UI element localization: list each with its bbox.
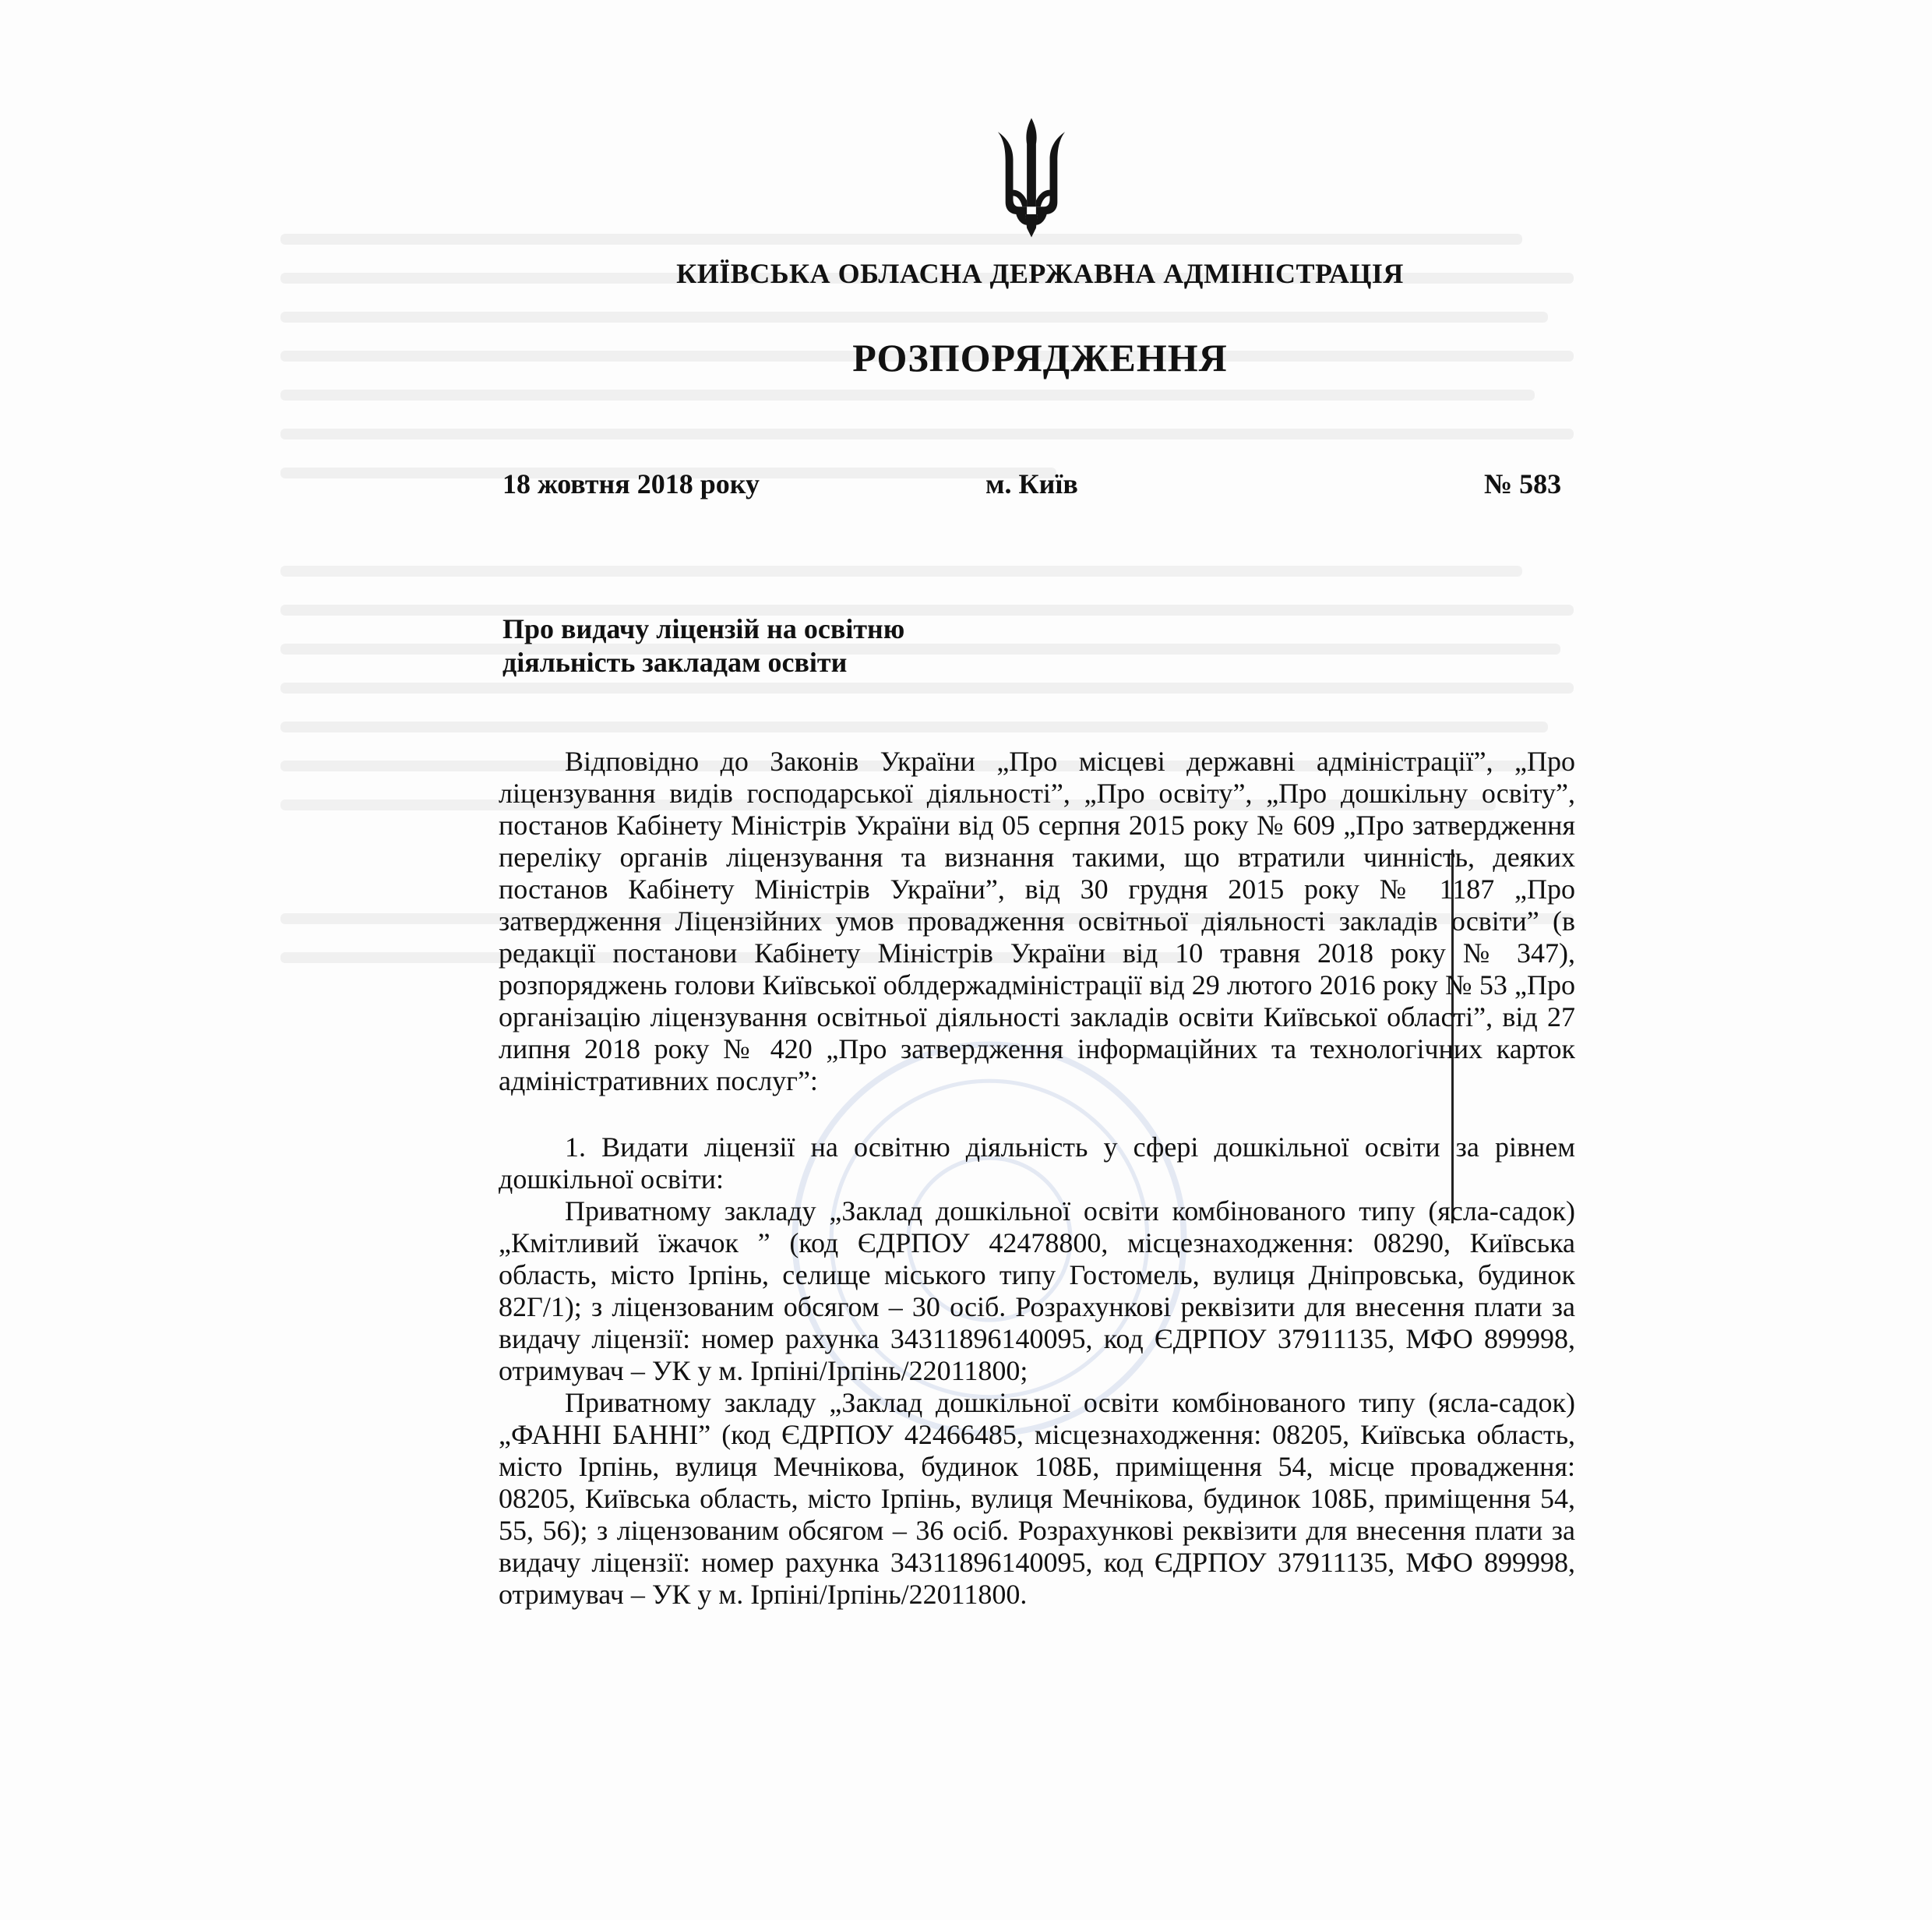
institution-1-paragraph: Приватному закладу „Заклад дошкільної освіти комбінованого типу (ясла-садок) „Кмітливий їжачок ” (код ЄДРПОУ 42478800, місцезнаходження: 08290, Київська область, місто Ірпінь, селище міського типу Гостомель, вулиця Дніпровська, будинок 82Г/1); з ліцензованим обсягом – 30 осіб. Розрахункові реквізити для внесення плати за видачу ліцензії: номер рахунка 34311896140095, код ЄДРПОУ 37911135, МФО 899998, отримувач – УК у м. Ірпіні/Ірпінь/22011800; [499, 1195, 1575, 1386]
institution-2-paragraph: Приватному закладу „Заклад дошкільної освіти комбінованого типу (ясла-садок) „ФАННІ БАННІ” (код ЄДРПОУ 42466485, місцезнаходження: 08205, Київська область, місто Ірпінь, вулиця Мечнікова, будинок 108Б, приміщення 54, місце провадження: 08205, Київська область, місто Ірпінь, вулиця Мечнікова, будинок 108Б, приміщення 54, 55, 56); з ліцензованим обсягом – 36 осіб. Розрахункові реквізити для внесення плати за видачу ліцензії: номер рахунка 34311896140095, код ЄДРПОУ 37911135, МФО 899998, отримувач – УК у м. Ірпіні/Ірпінь/22011800. [499, 1387, 1575, 1610]
organization-name: КИЇВСЬКА ОБЛАСНА ДЕРЖАВНА АДМІНІСТРАЦІЯ [676, 258, 1404, 289]
document-city: м. Київ [985, 468, 1078, 499]
document-number: № 583 [1484, 468, 1562, 499]
document-date: 18 жовтня 2018 року [502, 468, 760, 499]
subject-line-1: Про видачу ліцензій на освітню [502, 613, 905, 644]
trident-icon [993, 115, 1070, 240]
item-1-paragraph: 1. Видати ліцензії на освітню діяльність у сфері дошкільної освіти за рівнем дошкільної освіти: [499, 1131, 1575, 1195]
document-body [499, 746, 1575, 1611]
document-type-title: РОЗПОРЯДЖЕННЯ [852, 336, 1228, 379]
preamble-paragraph: Відповідно до Законів України „Про місцеві державні адміністрації”, „Про ліцензування видів господарської діяльності”, „Про освіту”, „Про дошкільну освіту”, постанов Кабінету Міністрів України від 05 серпня 2015 року № 609 „Про затвердження переліку органів ліцензування та визнання такими, що втратили чинність, деяких постанов Кабінету Міністрів України”, від 30 грудня 2015 року № 1187 „Про затвердження Ліцензійних умов провадження освітньої діяльності закладів освіти” (в редакції постанови Кабінету Міністрів України від 10 травня 2018 року № 347), розпоряджень голови Київської облдержадміністрації від 29 лютого 2016 року № 53 „Про організацію ліцензування освітньої діяльності закладів освіти Київської області”, від 27 липня 2018 року № 420 „Про затвердження інформаційних та технологічних карток адміністративних послуг”: [499, 746, 1575, 1096]
document-subject [502, 612, 904, 679]
subject-line-2: діяльність закладам освіти [502, 647, 848, 678]
